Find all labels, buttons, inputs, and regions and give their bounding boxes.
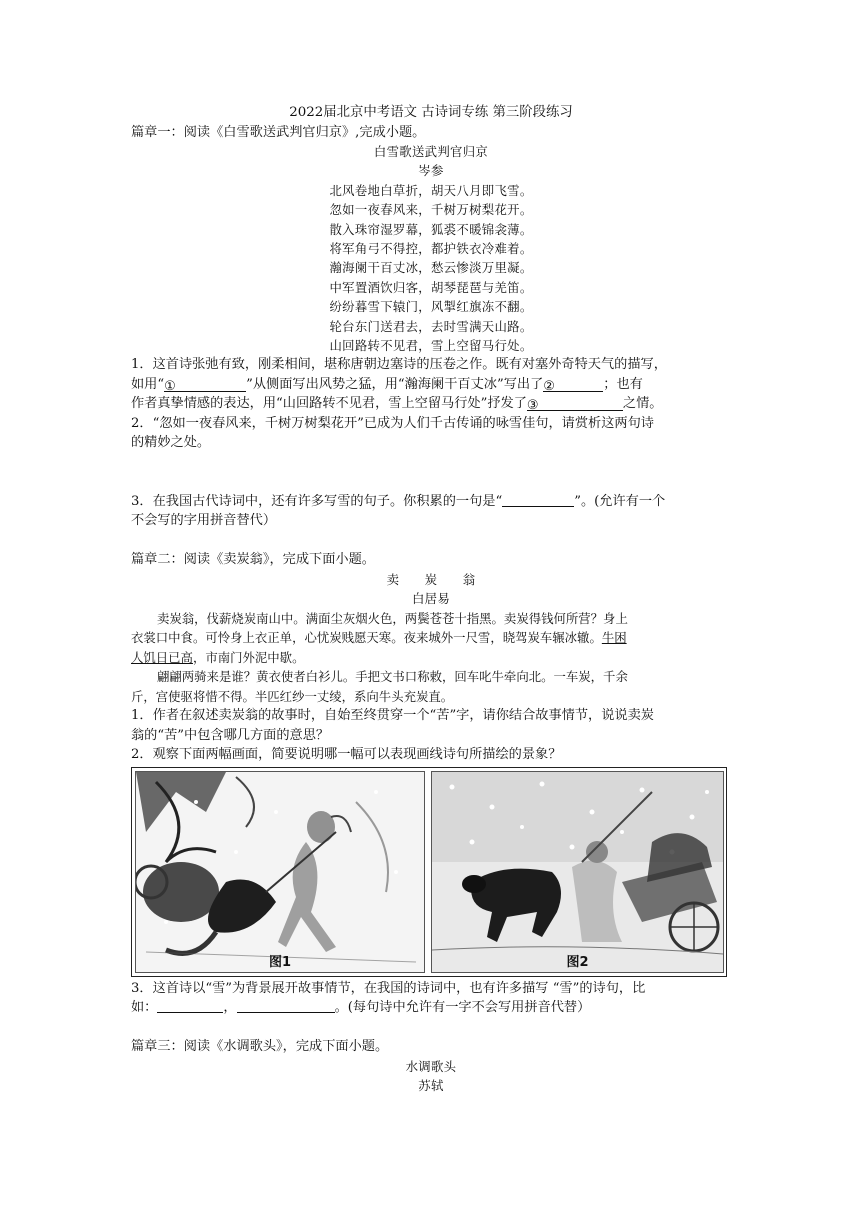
underlined-verse: 牛困 — [601, 630, 627, 646]
poem-line: 将军角弓不得控，都护铁衣冷难着。 — [329, 241, 533, 257]
poem-line: 瀚海阑干百丈冰，愁云惨淡万里凝。 — [329, 260, 533, 276]
s2-q1-line1: 1．作者在叙述卖炭翁的故事时，自始至终贯穿一个“苦”字，请你结合故事情节，说说卖炭 — [131, 708, 654, 724]
text: 衣裳口中食。可怜身上衣正单，心忧炭贱愿天寒。夜来城外一尺雪，晓驾炭车辗冰辙。 — [131, 630, 602, 646]
text: 作者真挚情感的表达，用“山回路转不见君，雪上空留马行处”抒发了 — [131, 396, 527, 412]
answer-blank-6[interactable] — [237, 998, 335, 1013]
illustration-pair — [131, 767, 727, 977]
figure-2-caption: 图2 — [566, 954, 589, 970]
s1-q2-line2: 的精妙之处。 — [131, 435, 211, 451]
answer-blank-2[interactable] — [543, 377, 603, 392]
section2-intro: 篇章二：阅读《卖炭翁》，完成下面小题。 — [131, 552, 375, 568]
answer-blank-3[interactable] — [526, 396, 623, 414]
document-title: 2022届北京中考语文 古诗词专练 第三阶段练习 — [289, 105, 573, 120]
poem-para2-line1: 翩翩两骑来是谁？黄衣使者白衫儿。手把文书口称敕，回车叱牛牵向北。一车炭，千余 — [157, 669, 628, 685]
s2-q3-line2 — [131, 998, 731, 1018]
s2-q2: 2．观察下面两幅画面，简要说明哪一幅可以表现画线诗句所描绘的景象？ — [131, 747, 562, 763]
spacer — [131, 1018, 731, 1038]
section3-poem-author: 苏轼 — [418, 1078, 444, 1094]
text: 如用“ — [131, 376, 165, 392]
s1-q3-line2: 不会写的字用拼音替代） — [131, 513, 277, 529]
text: 。(每句诗中允许有一字不会写用拼音代替） — [334, 1000, 591, 1016]
text: ”。(允许有一个 — [574, 493, 666, 509]
poem-para1-line1: 卖炭翁，伐薪烧炭南山中。满面尘灰烟火色，两鬓苍苍十指黑。卖炭得钱何所营？身上 — [157, 610, 628, 626]
ink-painting-ox-pulling-cart-in-snow — [432, 772, 723, 972]
s1-q1-line2 — [131, 375, 731, 395]
text: 之情。 — [622, 396, 663, 412]
text: ，市南门外泥中歇。 — [192, 649, 305, 665]
s1-q1-line3 — [131, 394, 731, 414]
poem-para1-line3 — [131, 648, 731, 668]
blank-marker-3: ③ — [526, 398, 539, 414]
section2-poem-title: 卖 炭 翁 — [386, 571, 476, 587]
poem-line: 纷纷暮雪下辕门，风掣红旗冻不翻。 — [329, 299, 533, 315]
poem-line: 忽如一夜春风来，千树万树梨花开。 — [329, 202, 533, 218]
ink-painting-old-man-ox-cart — [136, 772, 424, 972]
section3-poem-title: 水调歌头 — [405, 1058, 457, 1074]
section1-intro: 篇章一：阅读《白雪歌送武判官归京》,完成小题。 — [131, 124, 426, 140]
poem-para1-line2 — [131, 628, 731, 648]
poem-line: 中军置酒饮归客，胡琴琵琶与羌笛。 — [329, 279, 533, 295]
blank-marker-2: ② — [543, 378, 556, 394]
poem-line: 轮台东门送君去，去时雪满天山路。 — [329, 318, 533, 334]
section1-poem-body — [131, 181, 731, 356]
answer-blank-1[interactable] — [164, 377, 246, 392]
s1-q1-line1: 1．这首诗张弛有致，刚柔相间，堪称唐朝边塞诗的压卷之作。既有对塞外奇特天气的描写， — [131, 357, 667, 373]
figure-1-caption: 图1 — [268, 954, 292, 970]
s2-q3-line1: 3．这首诗以“雪”为背景展开故事情节，在我国的诗词中，也有许多描写 “雪”的诗句，比 — [131, 980, 646, 996]
blank-marker-1: ① — [164, 378, 176, 394]
section1-poem-author: 岑参 — [418, 163, 444, 179]
s1-q2-line1: 2．“忽如一夜春风来，千树万树梨花开”已成为人们千古传诵的咏雪佳句，请赏析这两句诗 — [131, 415, 654, 431]
answer-space[interactable] — [131, 453, 731, 492]
answer-blank-4[interactable] — [502, 492, 574, 507]
underlined-verse: 人饥日已高 — [131, 649, 193, 665]
s2-q1-line2: 翁的“苦”中包含哪几方面的意思？ — [131, 727, 330, 743]
poem-para2-line2: 斤，宫使驱将惜不得。半匹红纱一丈绫，系向牛头充炭直。 — [131, 688, 454, 704]
poem-line: 散入珠帘湿罗幕，狐裘不暖锦衾薄。 — [329, 221, 533, 237]
worksheet-page — [131, 103, 731, 1096]
spacer — [131, 531, 731, 551]
text: ， — [223, 1000, 237, 1016]
poem-line: 山回路转不见君，雪上空留马行处。 — [329, 338, 533, 354]
s1-q3-line1 — [131, 492, 731, 512]
poem-line: 北风卷地白草折，胡天八月即飞雪。 — [329, 182, 533, 198]
text: ；也有 — [603, 376, 643, 392]
section3-intro: 篇章三：阅读《水调歌头》，完成下面小题。 — [131, 1039, 389, 1055]
answer-blank-5[interactable] — [157, 998, 223, 1013]
figure-1-painting — [135, 771, 425, 973]
section1-poem-title: 白雪歌送武判官归京 — [373, 144, 489, 159]
figure-2-painting — [431, 771, 724, 973]
section2-poem-author: 白居易 — [411, 591, 451, 607]
text: 3．在我国古代诗词中，还有许多写雪的句子。你积累的一句是“ — [131, 493, 503, 509]
text: 如： — [131, 1000, 158, 1016]
text: ”从侧面写出风势之猛，用“瀚海阑干百丈冰”写出了 — [246, 376, 544, 392]
